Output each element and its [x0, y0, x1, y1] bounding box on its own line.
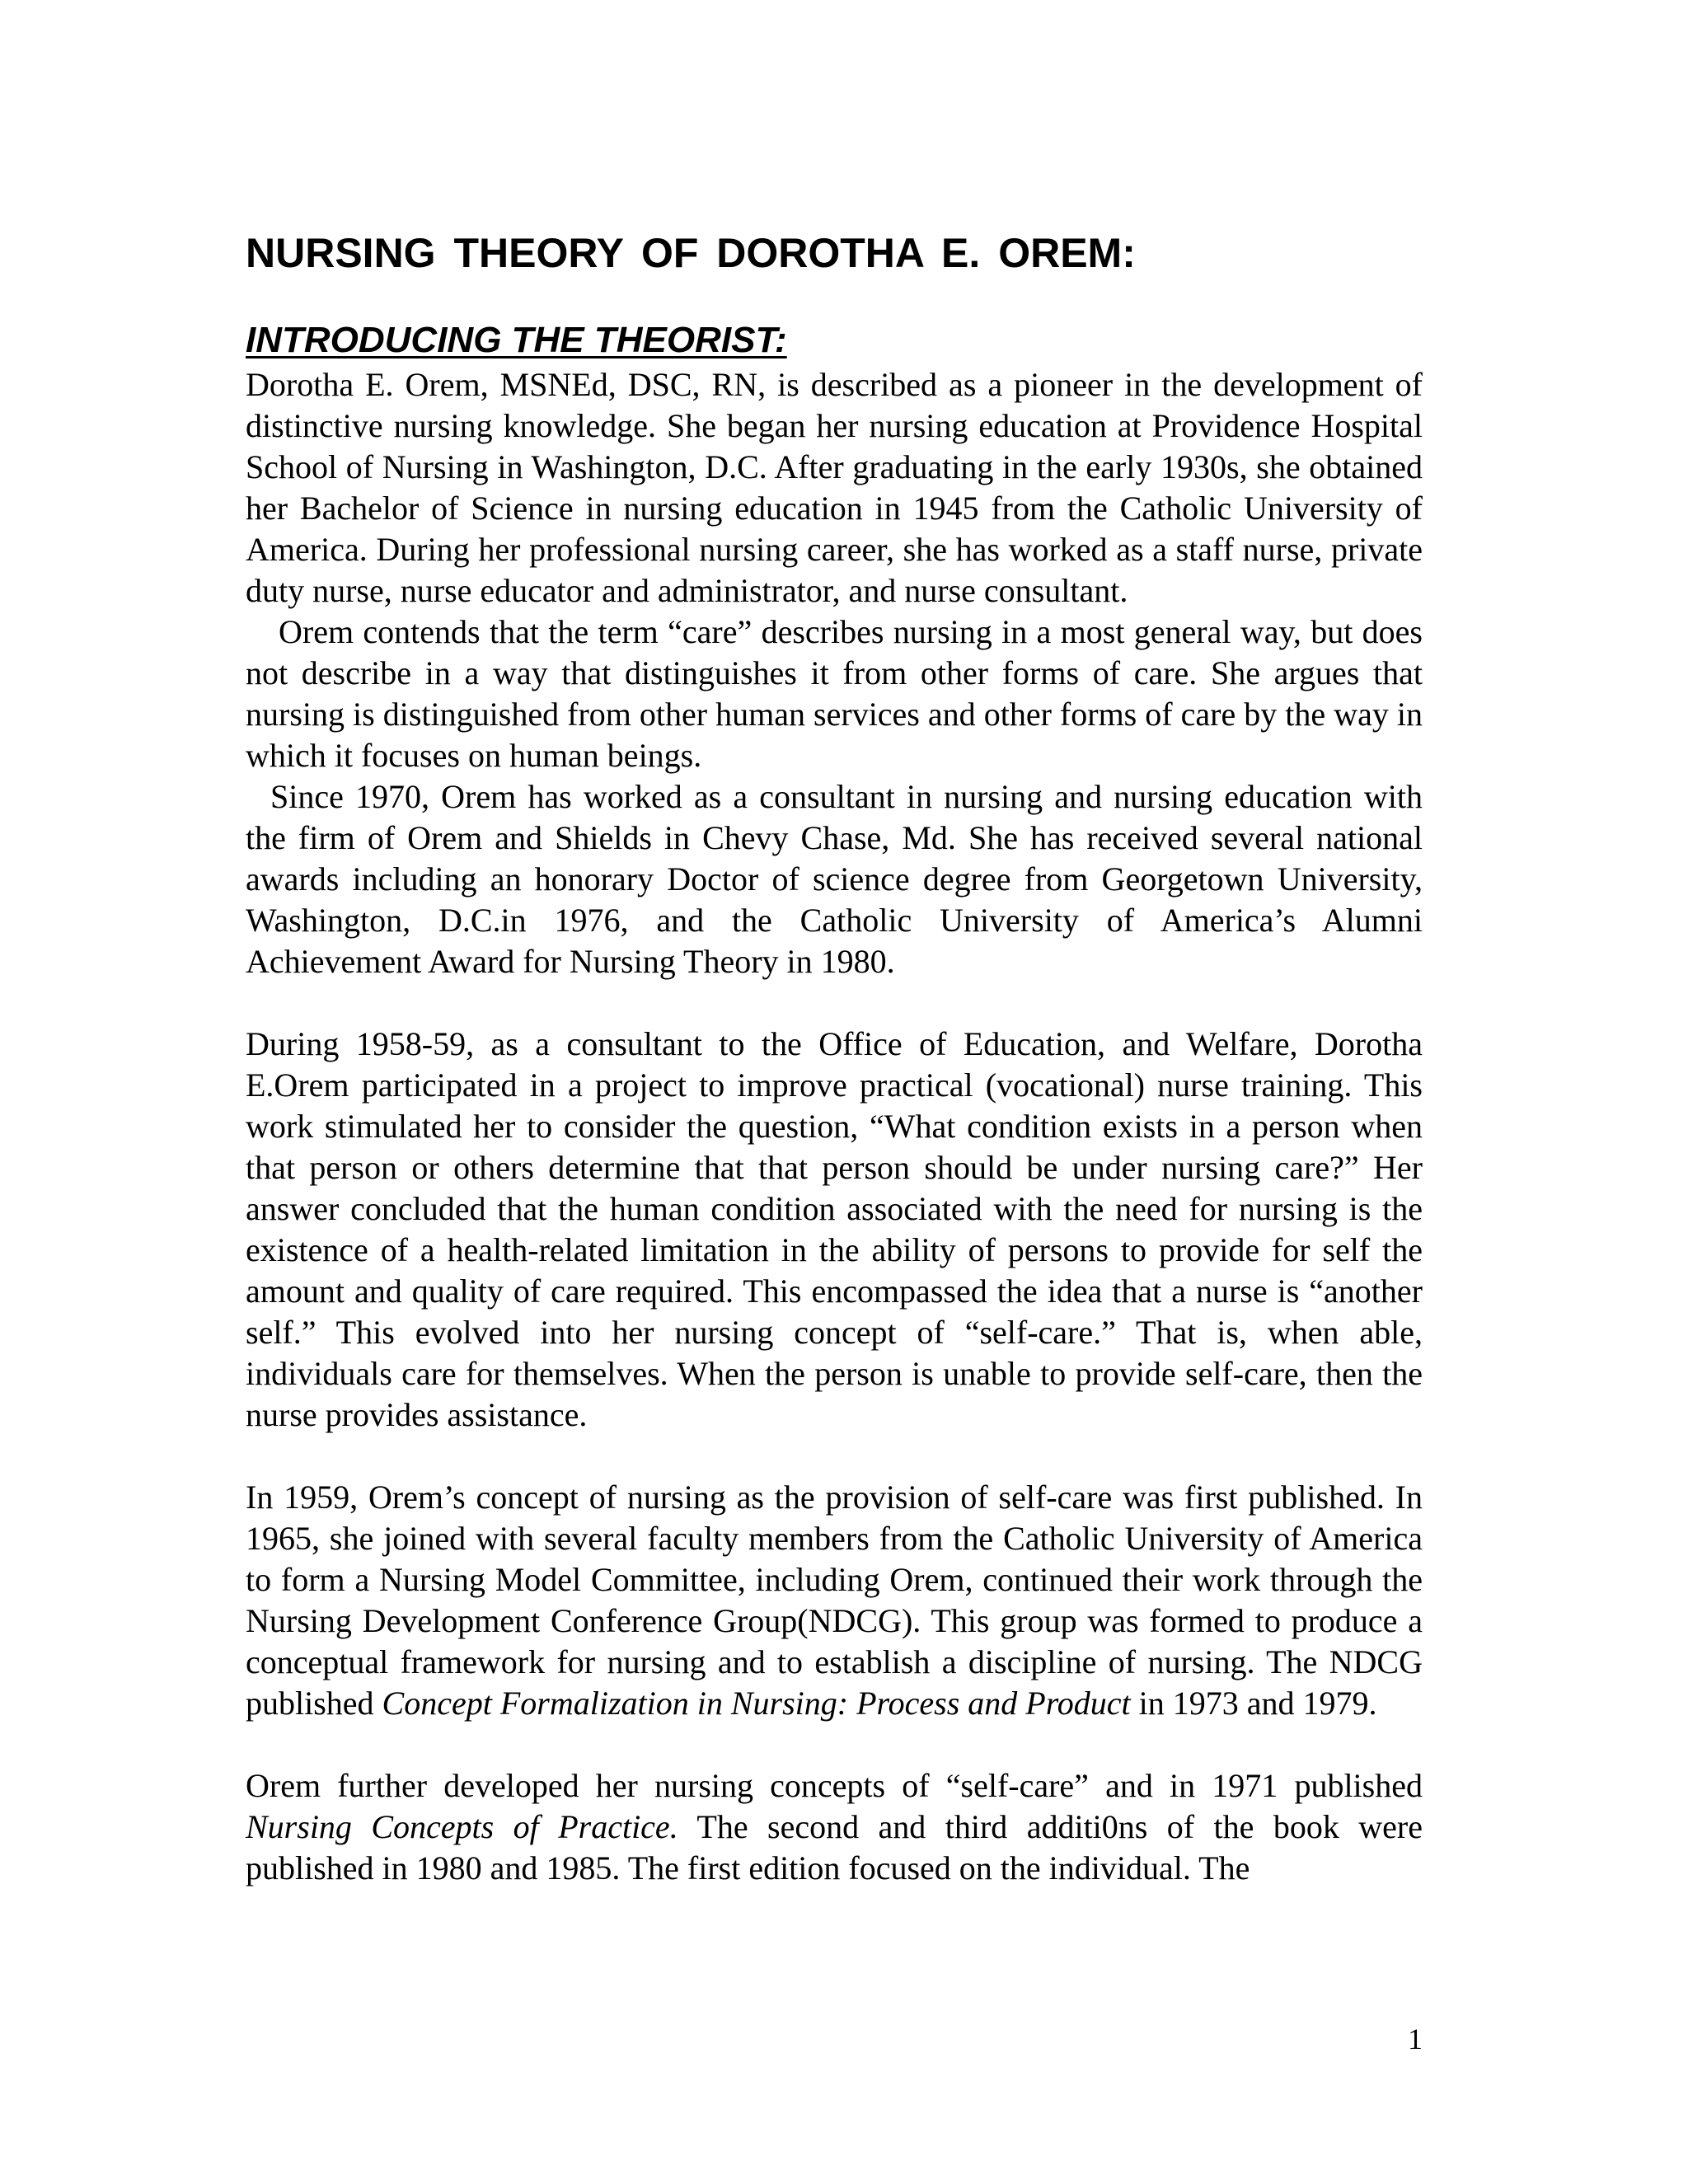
paragraph-1959 — [246, 1477, 1423, 1724]
paragraph-text: The second and third additi0ns of the book were published in 1980 and 1985. The first edition focused on the individual. The — [246, 1808, 1423, 1886]
page-number: 1 — [1408, 2022, 1423, 2055]
section-heading: INTRODUCING THE THEORIST: — [246, 320, 787, 360]
book-title: Concept Formalization in Nursing: Process and Product — [382, 1685, 1131, 1722]
paragraph-text: Orem further developed her nursing concepts of “self-care” and in 1971 published — [246, 1767, 1423, 1804]
paragraph-consultant: Since 1970, Orem has worked as a consultant in nursing and nursing education with the firm of Orem and Shields in Chevy Chase, Md. She has received several national awards including an honorary Doctor of science degree from Georgetown University, Washington, D.C.in 1976, and the Catholic University of America’s Alumni Achievement Award for Nursing Theory in 1980. — [246, 778, 1423, 980]
paragraph-intro: Dorotha E. Orem, MSNEd, DSC, RN, is described as a pioneer in the development of distinctive nursing knowledge. She began her nursing education at Providence Hospital School of Nursing in Washington, D.C. After graduating in the early 1930s, she obtained her Bachelor of Science in nursing education in 1945 from the Catholic University of America. During her professional nursing career, she has worked as a staff nurse, private duty nurse, nurse educator and administrator, and nurse consultant. — [246, 366, 1423, 609]
paragraph-1971 — [246, 1765, 1423, 1889]
book-title: Nursing Concepts of Practice. — [246, 1808, 678, 1845]
paragraph-care: Orem contends that the term “care” describes nursing in a most general way, but does not describe in a way that distinguishes it from other forms of care. She argues that nursing is distinguished from other human services and other forms of care by the way in which it focuses on human beings. — [246, 613, 1423, 774]
paragraph-1958: During 1958-59, as a consultant to the Office of Education, and Welfare, Dorotha E.Orem participated in a project to improve practical (vocational) nurse training. This work stimulated her to consider the question, “What condition exists in a person when that person or others determine that that person should be under nursing care?” Her answer concluded that the human condition associated with the need for nursing is the existence of a health-related limitation in the ability of persons to provide for self the amount and quality of care required. This encompassed the idea that a nurse is “another self.” This evolved into her nursing concept of “self-care.” That is, when able, individuals care for themselves. When the person is unable to provide self-care, then the nurse provides assistance. — [246, 1025, 1423, 1433]
document-title: NURSING THEORY OF DOROTHA E. OREM: — [246, 230, 1136, 276]
paragraph-text: In 1959, Orem’s concept of nursing as the provision of self-care was first published. In 1965, she joined with several faculty members from the Catholic University of America to form a Nursing Model Committee, including Orem, continued their work through the Nursing Development Conference Group(NDCG). This group was formed to produce a conceptual framework for nursing and to establish a discipline of nursing. The NDCG published — [246, 1479, 1423, 1722]
paragraph-text: in 1973 and 1979. — [1130, 1685, 1377, 1722]
document-body — [246, 364, 1423, 1889]
